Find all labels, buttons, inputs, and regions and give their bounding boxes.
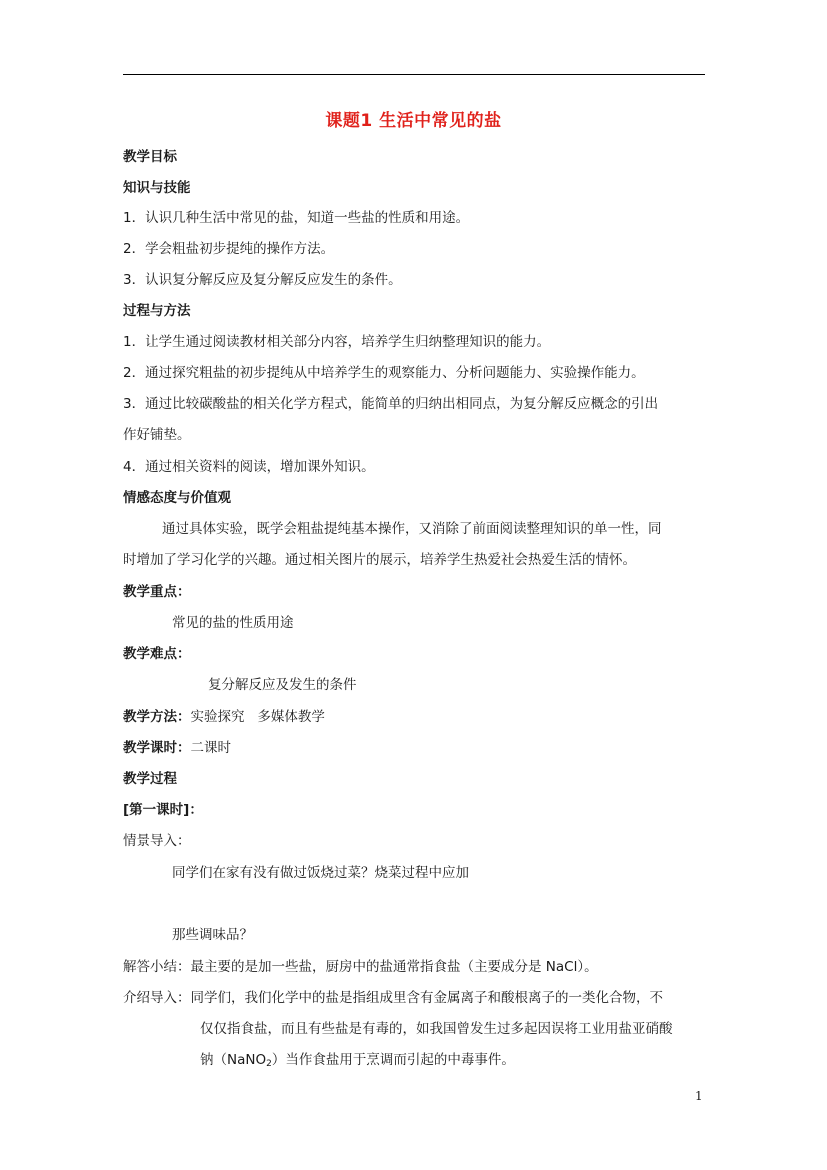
hours-row [123,736,231,756]
process-item: 作好铺垫。 [123,427,191,443]
scene-question-line: 那些调味品？ [172,927,253,943]
document-title: 课题1 生活中常见的盐 [325,111,502,131]
intro-text: 同学们，我们化学中的盐是指组成里含有金属离子和酸根离子的一类化合物，不 [190,990,663,1006]
emotion-paragraph-line: 时增加了学习化学的兴趣。通过相关图片的展示，培养学生热爱社会热爱生活的情怀。 [123,552,636,568]
answer-label: 解答小结： [123,959,191,975]
intro-text-line: 仅仅指食盐，而且有些盐是有毒的，如我国曾发生过多起因误将工业用盐亚硝酸 [200,1021,673,1037]
heading-knowledge: 知识与技能 [123,180,191,196]
intro-row [123,986,663,1006]
intro-label: 介绍导入： [123,990,191,1006]
intro-text-line [200,1048,515,1069]
intro-text-pre: 钠（NaNO [200,1052,267,1068]
method-row [123,705,325,725]
knowledge-item: 1．认识几种生活中常见的盐，知道一些盐的性质和用途。 [123,210,470,226]
heading-procedure: 教学过程 [123,771,177,787]
difficulty-label: 教学难点： [123,646,191,662]
answer-row [123,955,598,975]
method-text: 实验探究 多媒体教学 [190,709,325,725]
hours-label: 教学课时： [123,740,191,756]
intro-text-post: ）当作食盐用于烹调而引起的中毒事件。 [271,1052,515,1068]
header-rule [123,74,705,75]
process-item: 2．通过探究粗盐的初步提纯从中培养学生的观察能力、分析问题能力、实验操作能力。 [123,365,645,381]
emotion-paragraph-line: 通过具体实验，既学会粗盐提纯基本操作，又消除了前面阅读整理知识的单一性，同 [162,521,662,537]
formula-subscript: 2 [266,1059,272,1069]
knowledge-item: 3．认识复分解反应及复分解反应发生的条件。 [123,272,402,288]
key-points-label: 教学重点： [123,584,191,600]
heading-process: 过程与方法 [123,303,191,319]
knowledge-item: 2．学会粗盐初步提纯的操作方法。 [123,241,335,257]
scene-question-line: 同学们在家有没有做过饭烧过菜？烧菜过程中应加 [172,865,469,881]
heading-objectives: 教学目标 [123,149,177,165]
difficulty-text: 复分解反应及发生的条件 [208,677,357,693]
method-label: 教学方法： [123,709,191,725]
scene-label: 情景导入： [123,833,191,849]
key-points-text: 常见的盐的性质用途 [172,615,294,631]
answer-text: 最主要的是加一些盐，厨房中的盐通常指食盐（主要成分是 NaCl）。 [190,959,598,975]
process-item: 1．让学生通过阅读教材相关部分内容，培养学生归纳整理知识的能力。 [123,334,551,350]
lesson-label: [第一课时]： [123,802,203,818]
process-item: 4．通过相关资料的阅读，增加课外知识。 [123,459,375,475]
page-number: 1 [695,1089,703,1103]
process-item: 3．通过比较碳酸盐的相关化学方程式，能简单的归纳出相同点，为复分解反应概念的引出 [123,396,659,412]
heading-emotion: 情感态度与价值观 [123,490,231,506]
hours-text: 二课时 [190,740,231,756]
